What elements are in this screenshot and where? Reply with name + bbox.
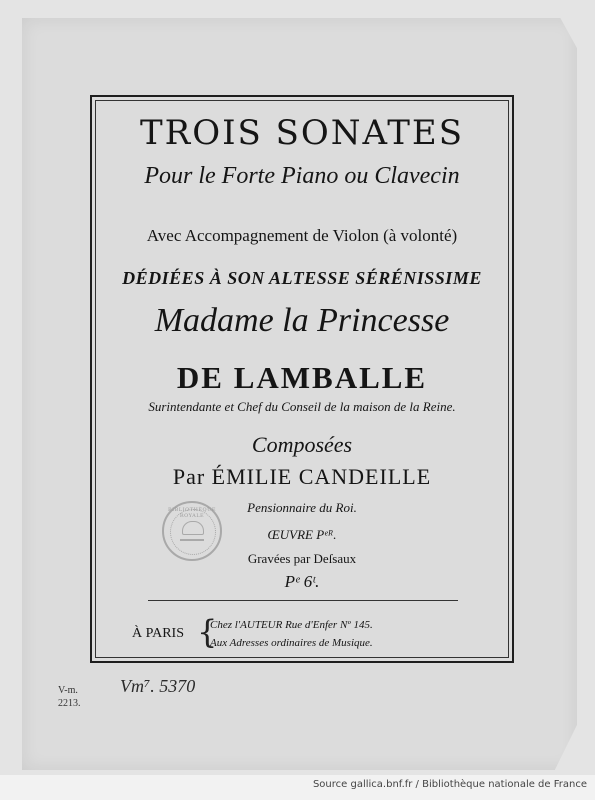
composer-note: Pensionnaire du Roi.	[247, 500, 357, 515]
library-stamp	[162, 501, 222, 561]
page-title: TROIS SONATES	[139, 113, 465, 153]
price-mark: Pᵉ 6ᵗ.	[284, 572, 320, 591]
imprint-address-2: Aux Adresses ordinaires de Musique.	[210, 637, 373, 649]
imprint-city: À PARIS	[132, 626, 185, 641]
stamp-text: BIBLIOTHÈQUE ROYALE	[167, 507, 217, 519]
composed-label: Composées	[251, 432, 353, 457]
accompaniment-line: Avec Accompagnement de Violon (à volonté)	[146, 226, 458, 245]
shelfmark-line-1: V-m.	[58, 685, 78, 696]
dedicatee-line: Madame la Princesse	[154, 302, 450, 339]
crown-icon	[180, 521, 204, 541]
dedicatee-name: DE LAMBALLE	[176, 360, 428, 395]
dedicatee-title: Surintendante et Chef du Conseil de la maison de la Reine.	[148, 399, 456, 414]
shelfmark	[58, 684, 81, 710]
composer-name: Par ÉMILIE CANDEILLE	[172, 464, 432, 489]
divider-rule	[148, 600, 458, 601]
engraver-line: Gravées par Deſsaux	[247, 551, 357, 566]
instrument-subtitle: Pour le Forte Piano ou Clavecin	[144, 163, 460, 189]
source-credit: Source gallica.bnf.fr / Bibliothèque nationale de France	[312, 779, 587, 790]
handwritten-shelfmark: Vm⁷. 5370	[120, 676, 196, 696]
shelfmark-line-2: 2213.	[58, 698, 81, 709]
brace-icon: {	[197, 613, 218, 651]
imprint-address-1: Chez l'AUTEUR Rue d'Enfer Nº 145.	[210, 619, 373, 631]
dedication-line: DÉDIÉES À SON ALTESSE SÉRÉNISSIME	[122, 268, 482, 288]
opus-number: ŒUVRE Pᵉᴿ.	[267, 527, 337, 542]
